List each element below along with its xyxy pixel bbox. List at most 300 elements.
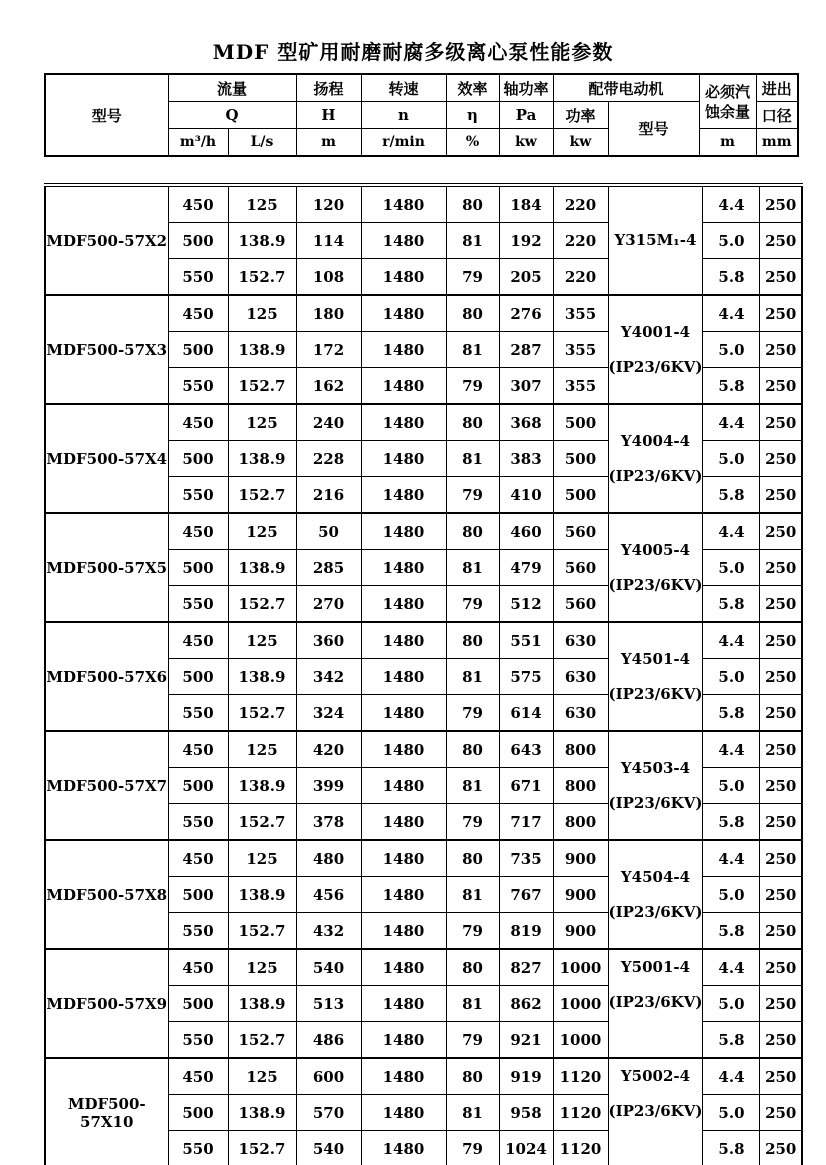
efficiency-cell: 79 [446,586,499,623]
speed-cell: 1480 [361,441,446,477]
motor-power-cell: 1120 [553,1095,608,1131]
efficiency-cell: 81 [446,332,499,368]
flow-m3h-cell: 550 [168,368,228,405]
motor-model-line: (IP23/6KV) [608,575,703,594]
speed-cell: 1480 [361,1095,446,1131]
head-cell: 108 [296,259,361,296]
speed-cell: 1480 [361,513,446,550]
shaft-power-cell: 921 [499,1022,553,1059]
motor-power-cell: 1120 [553,1131,608,1165]
efficiency-cell: 79 [446,1022,499,1059]
npsh-cell: 5.0 [703,1095,760,1131]
flow-m3h-cell: 450 [168,404,228,441]
shaft-power-cell: 958 [499,1095,553,1131]
flow-ls-cell: 152.7 [228,804,296,841]
flow-m3h-cell: 550 [168,1022,228,1059]
speed-cell: 1480 [361,913,446,950]
header-cell-speed-symbol: n [361,102,446,129]
speed-cell: 1480 [361,840,446,877]
port-cell: 250 [760,622,802,659]
motor-power-cell: 355 [553,332,608,368]
speed-cell: 1480 [361,804,446,841]
flow-m3h-cell: 450 [168,185,228,223]
port-cell: 250 [760,1058,802,1095]
port-cell: 250 [760,513,802,550]
header-cell-port-line1: 进出 [756,74,798,102]
flow-ls-cell: 138.9 [228,550,296,586]
efficiency-cell: 81 [446,986,499,1022]
efficiency-cell: 79 [446,913,499,950]
motor-power-cell: 900 [553,840,608,877]
shaft-power-cell: 1024 [499,1131,553,1165]
motor-power-cell: 220 [553,223,608,259]
npsh-cell: 5.0 [703,659,760,695]
npsh-cell: 5.0 [703,441,760,477]
header-cell-efficiency: 效率 [446,74,499,102]
head-cell: 480 [296,840,361,877]
port-cell: 250 [760,1022,802,1059]
head-cell: 360 [296,622,361,659]
header-cell-motor-power: 功率 [553,102,608,129]
speed-cell: 1480 [361,259,446,296]
motor-power-cell: 355 [553,368,608,405]
header-row-1 [45,74,798,102]
port-cell: 250 [760,368,802,405]
flow-m3h-cell: 500 [168,1095,228,1131]
efficiency-cell: 81 [446,1095,499,1131]
efficiency-cell: 80 [446,622,499,659]
efficiency-cell: 79 [446,477,499,514]
port-cell: 250 [760,877,802,913]
speed-cell: 1480 [361,1058,446,1095]
motor-power-cell: 800 [553,804,608,841]
npsh-label-line2: 蚀余量 [704,102,750,121]
header-cell-flow: 流量 [168,74,296,102]
speed-cell: 1480 [361,659,446,695]
shaft-power-cell: 767 [499,877,553,913]
pump-model-cell: MDF500-57X3 [45,295,168,404]
motor-power-cell: 630 [553,659,608,695]
speed-cell: 1480 [361,550,446,586]
port-cell: 250 [760,949,802,986]
speed-cell: 1480 [361,295,446,332]
port-cell: 250 [760,295,802,332]
port-cell: 250 [760,332,802,368]
motor-model-line: Y4504-4 [620,867,691,886]
efficiency-cell: 79 [446,804,499,841]
flow-m3h-cell: 550 [168,1131,228,1165]
header-cell-pump-model: 型号 [45,74,168,156]
motor-power-cell: 220 [553,259,608,296]
shaft-power-cell: 819 [499,913,553,950]
flow-m3h-cell: 500 [168,877,228,913]
npsh-cell: 5.0 [703,550,760,586]
flow-ls-cell: 138.9 [228,986,296,1022]
motor-model-line: (IP23/6KV) [608,684,703,703]
port-cell: 250 [760,550,802,586]
npsh-cell: 4.4 [703,295,760,332]
head-cell: 228 [296,441,361,477]
npsh-cell: 5.8 [703,695,760,732]
npsh-cell: 5.0 [703,877,760,913]
motor-model-line: Y4503-4 [620,758,691,777]
pump-model-cell: MDF500-57X8 [45,840,168,949]
motor-model-line: (IP23/6KV) [608,793,703,812]
head-cell: 162 [296,368,361,405]
flow-ls-cell: 138.9 [228,1095,296,1131]
motor-model-line: Y5002-4 [620,1067,691,1085]
shaft-power-cell: 287 [499,332,553,368]
flow-ls-cell: 138.9 [228,441,296,477]
port-cell: 250 [760,695,802,732]
efficiency-cell: 81 [446,768,499,804]
flow-m3h-cell: 500 [168,550,228,586]
page-title: MDF 型矿用耐磨耐腐多级离心泵性能参数 [212,40,614,64]
flow-ls-cell: 152.7 [228,368,296,405]
motor-power-cell: 900 [553,913,608,950]
shaft-power-cell: 205 [499,259,553,296]
motor-model-cell [608,513,703,622]
flow-m3h-cell: 450 [168,840,228,877]
efficiency-cell: 80 [446,513,499,550]
head-cell: 456 [296,877,361,913]
port-cell: 250 [760,768,802,804]
table-row [45,622,802,659]
motor-model-line: Y4004-4 [620,431,691,450]
flow-ls-cell: 138.9 [228,332,296,368]
npsh-label-line1: 必须汽 [704,82,750,101]
motor-model-line: (IP23/6KV) [608,357,703,376]
motor-power-cell: 500 [553,404,608,441]
motor-model-line: Y4001-4 [620,322,691,341]
port-cell: 250 [760,586,802,623]
port-cell: 250 [760,986,802,1022]
port-cell: 250 [760,223,802,259]
flow-ls-cell: 125 [228,295,296,332]
flow-ls-cell: 152.7 [228,695,296,732]
speed-cell: 1480 [361,949,446,986]
flow-m3h-cell: 450 [168,731,228,768]
flow-m3h-cell: 500 [168,986,228,1022]
header-unit-ls: L/s [228,129,296,157]
motor-model-cell [608,949,703,1058]
speed-cell: 1480 [361,622,446,659]
flow-m3h-cell: 500 [168,768,228,804]
shaft-power-cell: 512 [499,586,553,623]
head-cell: 285 [296,550,361,586]
shaft-power-cell: 827 [499,949,553,986]
header-cell-shaft-power: 轴功率 [499,74,553,102]
motor-power-cell: 500 [553,441,608,477]
efficiency-cell: 81 [446,877,499,913]
npsh-cell: 4.4 [703,840,760,877]
flow-ls-cell: 152.7 [228,477,296,514]
port-cell: 250 [760,731,802,768]
flow-ls-cell: 125 [228,404,296,441]
motor-power-cell: 1000 [553,949,608,986]
npsh-cell: 4.4 [703,513,760,550]
head-cell: 570 [296,1095,361,1131]
efficiency-cell: 79 [446,695,499,732]
shaft-power-cell: 551 [499,622,553,659]
head-cell: 180 [296,295,361,332]
header-cell-flow-symbol: Q [168,102,296,129]
flow-m3h-cell: 550 [168,695,228,732]
motor-power-cell: 800 [553,731,608,768]
head-cell: 216 [296,477,361,514]
npsh-cell: 4.4 [703,404,760,441]
motor-model-line: (IP23/6KV) [608,466,703,485]
npsh-cell: 5.0 [703,332,760,368]
header-unit-shaft: kw [499,129,553,157]
pump-model-cell: MDF500-57X4 [45,404,168,513]
flow-m3h-cell: 450 [168,949,228,986]
header-cell-speed: 转速 [361,74,446,102]
npsh-cell: 4.4 [703,622,760,659]
flow-m3h-cell: 550 [168,259,228,296]
flow-ls-cell: 125 [228,185,296,223]
port-cell: 250 [760,659,802,695]
head-cell: 486 [296,1022,361,1059]
flow-ls-cell: 152.7 [228,586,296,623]
header-cell-head-symbol: H [296,102,361,129]
header-unit-motor-power: kw [553,129,608,157]
flow-m3h-cell: 450 [168,622,228,659]
efficiency-cell: 80 [446,840,499,877]
motor-model-cell [608,840,703,949]
shaft-power-cell: 735 [499,840,553,877]
shaft-power-cell: 368 [499,404,553,441]
port-cell: 250 [760,185,802,223]
efficiency-cell: 80 [446,295,499,332]
head-cell: 600 [296,1058,361,1095]
flow-ls-cell: 138.9 [228,768,296,804]
port-cell: 250 [760,840,802,877]
motor-power-cell: 220 [553,185,608,223]
table-row [45,840,802,877]
npsh-cell: 4.4 [703,949,760,986]
shaft-power-cell: 383 [499,441,553,477]
head-cell: 240 [296,404,361,441]
efficiency-cell: 80 [446,185,499,223]
head-cell: 540 [296,1131,361,1165]
motor-model-cell [608,1058,703,1165]
efficiency-cell: 81 [446,659,499,695]
head-cell: 342 [296,659,361,695]
speed-cell: 1480 [361,586,446,623]
flow-m3h-cell: 500 [168,441,228,477]
motor-model-cell [608,404,703,513]
table-row [45,1058,802,1095]
port-cell: 250 [760,1095,802,1131]
npsh-cell: 4.4 [703,1058,760,1095]
pump-model-cell: MDF500-57X9 [45,949,168,1058]
port-cell: 250 [760,913,802,950]
table-row [45,513,802,550]
pump-model-cell: MDF500-57X6 [45,622,168,731]
npsh-cell: 5.8 [703,368,760,405]
efficiency-cell: 79 [446,259,499,296]
port-cell: 250 [760,804,802,841]
flow-ls-cell: 138.9 [228,223,296,259]
efficiency-cell: 79 [446,368,499,405]
table-row [45,404,802,441]
shaft-power-cell: 671 [499,768,553,804]
motor-model-line: (IP23/6KV) [608,902,703,921]
motor-power-cell: 1000 [553,986,608,1022]
header-unit-eff: % [446,129,499,157]
flow-m3h-cell: 550 [168,913,228,950]
speed-cell: 1480 [361,695,446,732]
speed-cell: 1480 [361,1022,446,1059]
head-cell: 513 [296,986,361,1022]
speed-cell: 1480 [361,877,446,913]
shaft-power-cell: 410 [499,477,553,514]
npsh-cell: 5.8 [703,586,760,623]
efficiency-cell: 81 [446,550,499,586]
motor-power-cell: 800 [553,768,608,804]
flow-ls-cell: 125 [228,513,296,550]
flow-m3h-cell: 450 [168,1058,228,1095]
flow-ls-cell: 125 [228,622,296,659]
header-unit-m3h: m³/h [168,129,228,157]
body-table [44,183,803,1165]
head-cell: 270 [296,586,361,623]
shaft-power-cell: 614 [499,695,553,732]
efficiency-cell: 81 [446,441,499,477]
motor-power-cell: 1120 [553,1058,608,1095]
flow-m3h-cell: 450 [168,295,228,332]
npsh-cell: 5.8 [703,804,760,841]
speed-cell: 1480 [361,185,446,223]
header-unit-speed: r/min [361,129,446,157]
flow-m3h-cell: 550 [168,586,228,623]
head-cell: 420 [296,731,361,768]
flow-ls-cell: 125 [228,840,296,877]
efficiency-cell: 81 [446,223,499,259]
shaft-power-cell: 919 [499,1058,553,1095]
head-cell: 399 [296,768,361,804]
speed-cell: 1480 [361,404,446,441]
header-cell-npsh [699,74,756,129]
motor-power-cell: 630 [553,622,608,659]
npsh-cell: 4.4 [703,185,760,223]
shaft-power-cell: 184 [499,185,553,223]
flow-m3h-cell: 500 [168,659,228,695]
shaft-power-cell: 307 [499,368,553,405]
head-cell: 114 [296,223,361,259]
header-cell-head: 扬程 [296,74,361,102]
port-cell: 250 [760,404,802,441]
flow-m3h-cell: 500 [168,223,228,259]
npsh-cell: 5.8 [703,1022,760,1059]
pump-model-cell: MDF500-57X10 [45,1058,168,1165]
header-cell-eff-symbol: η [446,102,499,129]
speed-cell: 1480 [361,477,446,514]
port-cell: 250 [760,1131,802,1165]
flow-m3h-cell: 550 [168,804,228,841]
speed-cell: 1480 [361,368,446,405]
speed-cell: 1480 [361,768,446,804]
head-cell: 172 [296,332,361,368]
motor-power-cell: 1000 [553,1022,608,1059]
header-cell-port-line2: 口径 [756,102,798,129]
flow-ls-cell: 152.7 [228,259,296,296]
motor-power-cell: 560 [553,586,608,623]
port-cell: 250 [760,441,802,477]
npsh-cell: 5.0 [703,223,760,259]
table-row [45,949,802,986]
motor-power-cell: 900 [553,877,608,913]
efficiency-cell: 80 [446,404,499,441]
shaft-power-cell: 479 [499,550,553,586]
header-unit-head: m [296,129,361,157]
table-row [45,185,802,223]
motor-power-cell: 630 [553,695,608,732]
motor-model-line: (IP23/6KV) [608,1102,703,1120]
head-cell: 432 [296,913,361,950]
efficiency-cell: 80 [446,949,499,986]
motor-model-cell [608,295,703,404]
motor-power-cell: 560 [553,550,608,586]
port-cell: 250 [760,259,802,296]
motor-power-cell: 560 [553,513,608,550]
header-unit-port: mm [756,129,798,157]
flow-ls-cell: 138.9 [228,877,296,913]
speed-cell: 1480 [361,986,446,1022]
flow-ls-cell: 125 [228,731,296,768]
head-cell: 540 [296,949,361,986]
shaft-power-cell: 192 [499,223,553,259]
header-table [44,73,799,157]
flow-ls-cell: 152.7 [228,1022,296,1059]
npsh-cell: 5.8 [703,477,760,514]
motor-model-line: Y315M₁-4 [614,231,697,249]
header-unit-npsh: m [699,129,756,157]
flow-ls-cell: 125 [228,949,296,986]
motor-model-line: Y4005-4 [620,540,691,559]
shaft-power-cell: 862 [499,986,553,1022]
flow-ls-cell: 152.7 [228,1131,296,1165]
table-row [45,295,802,332]
npsh-cell: 5.8 [703,259,760,296]
flow-ls-cell: 152.7 [228,913,296,950]
npsh-cell: 5.0 [703,768,760,804]
speed-cell: 1480 [361,332,446,368]
pump-model-cell: MDF500-57X5 [45,513,168,622]
efficiency-cell: 80 [446,731,499,768]
flow-m3h-cell: 550 [168,477,228,514]
motor-model-line: Y5001-4 [620,958,691,976]
header-cell-shaft-symbol: Pa [499,102,553,129]
motor-model-cell [608,622,703,731]
flow-ls-cell: 138.9 [228,659,296,695]
table-row [45,731,802,768]
header-cell-motor: 配带电动机 [553,74,699,102]
shaft-power-cell: 643 [499,731,553,768]
motor-model-line: (IP23/6KV) [608,993,703,1011]
npsh-cell: 4.4 [703,731,760,768]
efficiency-cell: 79 [446,1131,499,1165]
npsh-cell: 5.0 [703,986,760,1022]
flow-ls-cell: 125 [228,1058,296,1095]
shaft-power-cell: 276 [499,295,553,332]
speed-cell: 1480 [361,223,446,259]
shaft-power-cell: 575 [499,659,553,695]
flow-m3h-cell: 450 [168,513,228,550]
shaft-power-cell: 717 [499,804,553,841]
speed-cell: 1480 [361,1131,446,1165]
